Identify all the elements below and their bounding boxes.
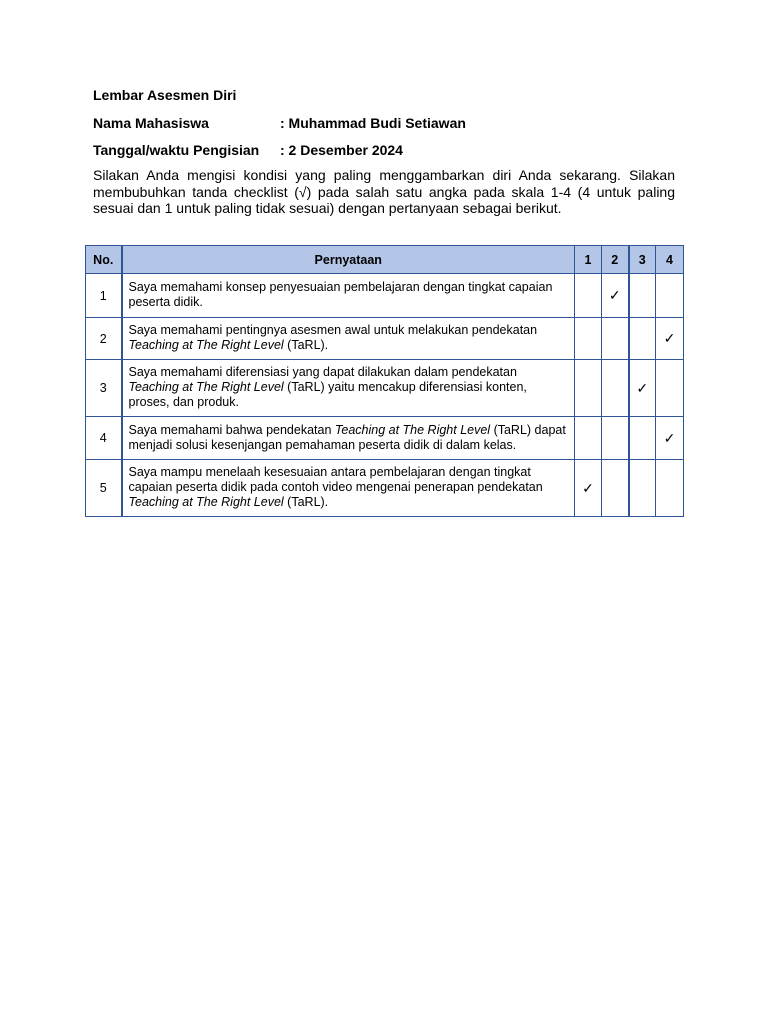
rating-cell-1[interactable] xyxy=(575,360,602,417)
statement-cell xyxy=(122,360,575,417)
statement-text: (TaRL) dapat menjadi solusi kesenjangan pemahaman peserta didik di dalam kelas. xyxy=(128,422,566,452)
header-scale-4: 4 xyxy=(656,246,684,274)
statement-text: (TaRL). xyxy=(283,338,329,352)
rating-cell-2[interactable] xyxy=(602,274,629,318)
rating-cell-2[interactable] xyxy=(602,460,629,517)
check-mark-icon: ✓ xyxy=(608,287,621,303)
row-number: 1 xyxy=(86,274,122,318)
statement-cell xyxy=(122,417,575,460)
statement-italic-text: Teaching at The Right Level xyxy=(334,422,491,437)
instructions-paragraph: Silakan Anda mengisi kondisi yang paling menggambarkan diri Anda sekarang. Silakan membubuhkan tanda checklist (√) pada salah satu angka pada skala 1-4 (4 untuk paling sesuai dan 1 untuk paling tidak sesuai) dengan pertanyaan sebagai berikut. xyxy=(93,167,675,216)
rating-cell-2[interactable] xyxy=(602,360,629,417)
student-name-row xyxy=(93,115,466,131)
fill-date-label: Tanggal/waktu Pengisian xyxy=(93,142,260,158)
row-number: 2 xyxy=(86,318,122,360)
rating-cell-3[interactable] xyxy=(629,460,656,517)
statement-italic-text: Teaching at The Right Level xyxy=(128,338,284,352)
rating-cell-3[interactable] xyxy=(629,318,656,360)
check-mark-icon: ✓ xyxy=(663,330,676,346)
rating-cell-1[interactable] xyxy=(575,460,602,517)
statement-cell xyxy=(122,318,575,360)
rating-cell-4[interactable] xyxy=(656,318,684,360)
statement-italic-text: Teaching at The Right Level xyxy=(128,380,284,394)
document-title: Lembar Asesmen Diri xyxy=(93,87,237,103)
statement-text: Saya memahami bahwa pendekatan xyxy=(128,422,335,437)
header-scale-1: 1 xyxy=(575,246,602,274)
statement-text: Saya memahami diferensiasi yang dapat dilakukan dalam pendekatan xyxy=(128,365,517,379)
statement-text: (TaRL) yaitu mencakup diferensiasi konten, proses, dan produk. xyxy=(128,380,527,409)
rating-cell-1[interactable] xyxy=(575,318,602,360)
table-row xyxy=(86,274,684,318)
student-name-label: Nama Mahasiswa xyxy=(93,115,209,131)
statement-cell xyxy=(122,460,575,517)
statement-text: Saya memahami konsep penyesuaian pembelajaran dengan tingkat capaian peserta didik. xyxy=(128,280,553,309)
row-number: 3 xyxy=(86,360,122,417)
table-row xyxy=(86,460,684,517)
table-row xyxy=(86,360,684,417)
statement-text: Saya memahami pentingnya asesmen awal untuk melakukan pendekatan xyxy=(128,323,538,337)
row-number: 5 xyxy=(86,460,122,517)
check-mark-icon: ✓ xyxy=(663,429,676,446)
student-name-value: : Muhammad Budi Setiawan xyxy=(280,115,466,131)
statement-cell xyxy=(122,274,575,318)
rating-cell-1[interactable] xyxy=(575,417,602,460)
rating-cell-3[interactable] xyxy=(629,417,656,460)
table-body xyxy=(86,274,684,517)
check-mark-icon: ✓ xyxy=(636,379,649,396)
rating-cell-3[interactable] xyxy=(629,274,656,318)
fill-date-row xyxy=(93,142,403,158)
rating-cell-4[interactable] xyxy=(656,460,684,517)
rating-cell-2[interactable] xyxy=(602,318,629,360)
self-assessment-table xyxy=(85,245,684,517)
fill-date-value: : 2 Desember 2024 xyxy=(280,142,403,158)
rating-cell-4[interactable] xyxy=(656,274,684,318)
header-statement: Pernyataan xyxy=(122,246,575,274)
check-mark-icon: ✓ xyxy=(582,479,594,496)
header-scale-2: 2 xyxy=(602,246,629,274)
rating-cell-3[interactable] xyxy=(629,360,656,417)
table-row xyxy=(86,318,684,360)
statement-text: (TaRL). xyxy=(283,495,329,509)
rating-cell-1[interactable] xyxy=(575,274,602,318)
header-scale-3: 3 xyxy=(629,246,656,274)
table-header-row xyxy=(86,246,684,274)
rating-cell-4[interactable] xyxy=(656,360,684,417)
rating-cell-4[interactable] xyxy=(656,417,684,460)
statement-italic-text: Teaching at The Right Level xyxy=(128,495,284,509)
statement-text: Saya mampu menelaah kesesuaian antara pembelajaran dengan tingkat capaian peserta didik pada contoh video mengenai penerapan pendekatan xyxy=(128,465,543,494)
rating-cell-2[interactable] xyxy=(602,417,629,460)
table-row xyxy=(86,417,684,460)
header-no: No. xyxy=(86,246,122,274)
row-number: 4 xyxy=(86,417,122,460)
